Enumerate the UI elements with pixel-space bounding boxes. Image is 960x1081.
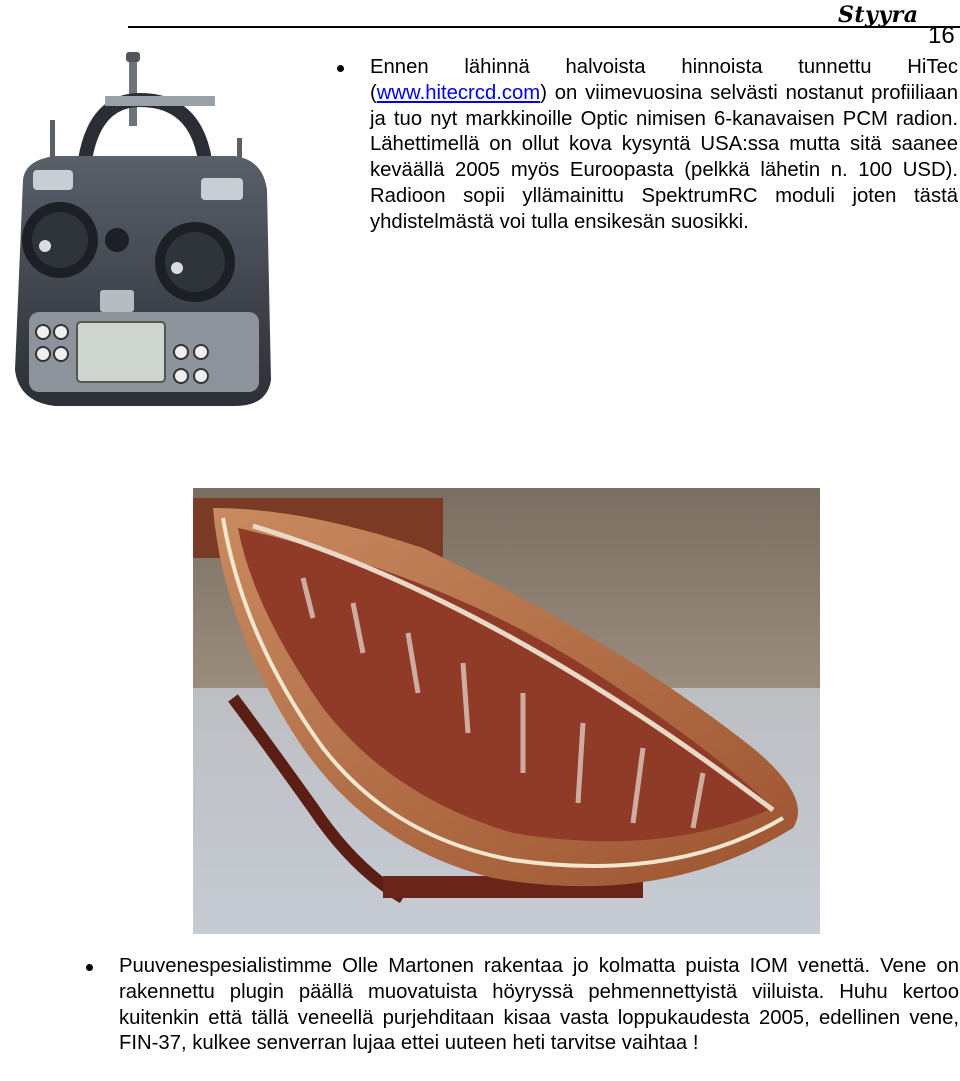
bullet-wooden-iom [119, 954, 959, 1057]
page-number: 16 [928, 22, 955, 49]
styyra-logo: Styyra [838, 2, 919, 28]
bullet-marker [86, 964, 93, 971]
paragraph-text: ) on viimevuosina selvästi nostanut profiiliaan ja tuo nyt markkinoille Optic nimisen 6-kanavaisen PCM radion. Lähettimellä on ollut kova kysyntä USA:ssa mutta sitä saanee keväällä 2005 myös Euroopasta (pelkkä lähetin n. 100 USD). Radioon sopii yllämainittu SpektrumRC moduli joten tästä yhdistelmästä voi tulla ensikesän suosikki. [370, 81, 958, 233]
hitec-link[interactable]: www.hitecrcd.com [376, 81, 541, 104]
paragraph-hitec-optic [370, 55, 958, 236]
wooden-boat-hull-image [193, 488, 820, 934]
header-rule [128, 26, 960, 28]
radio-transmitter-image [5, 50, 277, 410]
bullet-hitec-optic [370, 55, 958, 236]
paragraph-wooden-iom: Puuvenespesialistimme Olle Martonen rakentaa jo kolmatta puista IOM venettä. Vene on rakennettu plugin päällä muovatuista höyryssä pehmennettyistä viiluista. Huhu kertoo kuitenkin että tällä veneellä purjehditaan kisaa vasta loppukaudesta 2005, edellinen vene, FIN-37, kulkee senverran lujaa ettei uuteen heti tarvitse vaihtaa ! [119, 955, 959, 1055]
bullet-marker [337, 65, 344, 72]
paragraph-text: Ennen lähinnä halvoista hinnoista tunnettu HiTec ( [370, 56, 958, 104]
